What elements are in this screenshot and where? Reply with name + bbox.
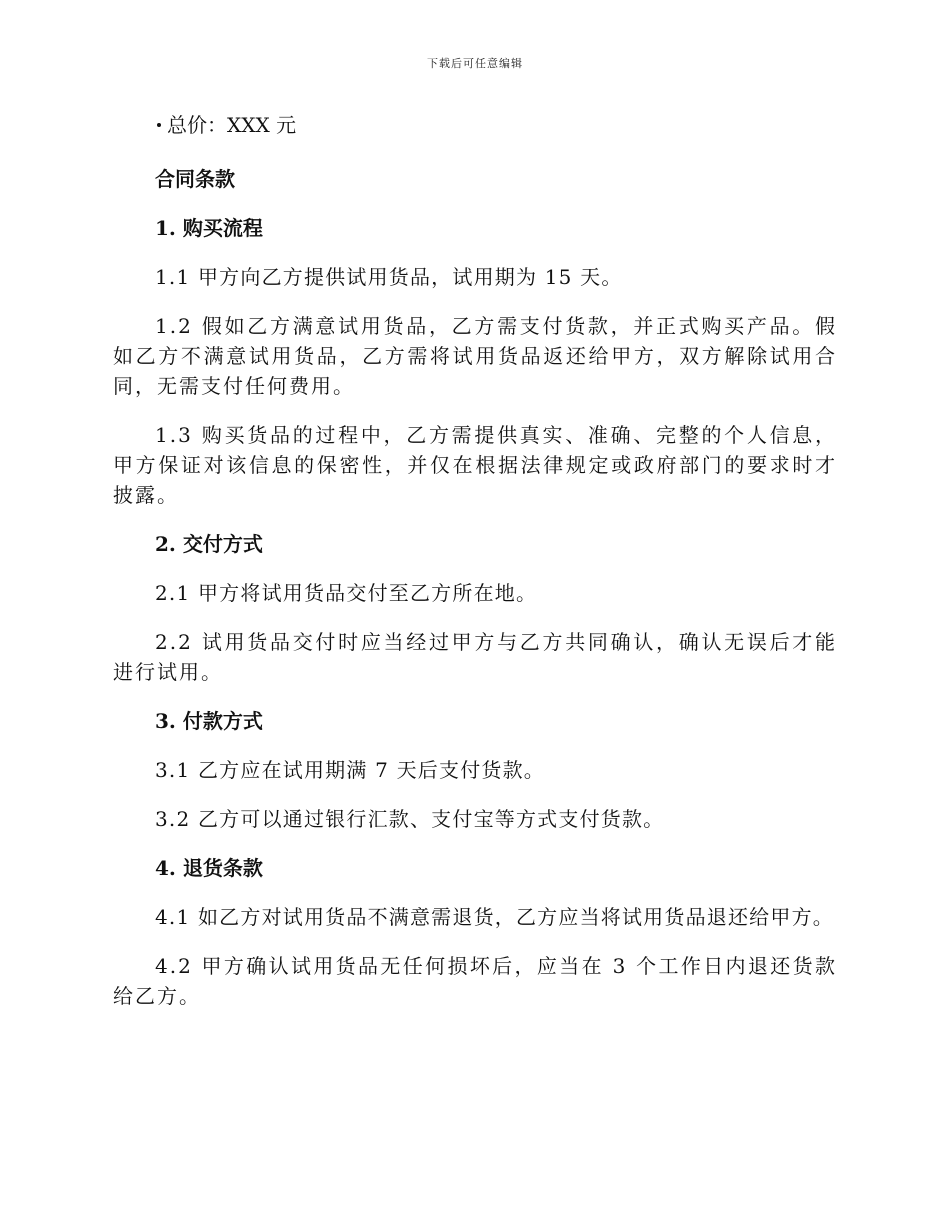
clause-1-2: 1.2 假如乙方满意试用货品，乙方需支付货款，并正式购买产品。假如乙方不满意试用货品，乙方需将试用货品返还给甲方，双方解除试用合同，无需支付任何费用。 <box>113 314 837 398</box>
document-body <box>113 110 837 1030</box>
section-heading-returns: 4. 退货条款 <box>155 856 263 880</box>
clause-3-2: 3.2 乙方可以通过银行汇款、支付宝等方式支付货款。 <box>155 807 665 831</box>
total-price-line <box>113 110 837 140</box>
clause-4-2: 4.2 甲方确认试用货品无任何损坏后，应当在 3 个工作日内退还货款给乙方。 <box>113 954 837 1008</box>
clause-1-3: 1.3 购买货品的过程中，乙方需提供真实、准确、完整的个人信息，甲方保证对该信息的保密性，并仅在根据法律规定或政府部门的要求时才披露。 <box>113 423 837 507</box>
clause-2-2: 2.2 试用货品交付时应当经过甲方与乙方共同确认，确认无误后才能进行试用。 <box>113 630 837 684</box>
contract-terms-title: 合同条款 <box>155 167 235 191</box>
clause-4-1: 4.1 如乙方对试用货品不满意需退货，乙方应当将试用货品退还给甲方。 <box>155 905 834 929</box>
clause-1-1: 1.1 甲方向乙方提供试用货品，试用期为 15 天。 <box>155 265 623 289</box>
total-price-text: 总价：XXX 元 <box>167 113 297 137</box>
clause-2-1: 2.1 甲方将试用货品交付至乙方所在地。 <box>155 581 538 605</box>
section-heading-payment: 3. 付款方式 <box>155 709 263 733</box>
bullet-dot-icon <box>157 123 161 127</box>
section-heading-purchase: 1. 购买流程 <box>155 216 263 240</box>
clause-3-1: 3.1 乙方应在试用期满 7 天后支付货款。 <box>155 758 546 782</box>
section-heading-delivery: 2. 交付方式 <box>155 532 263 556</box>
page-header-note: 下载后可任意编辑 <box>427 57 523 70</box>
